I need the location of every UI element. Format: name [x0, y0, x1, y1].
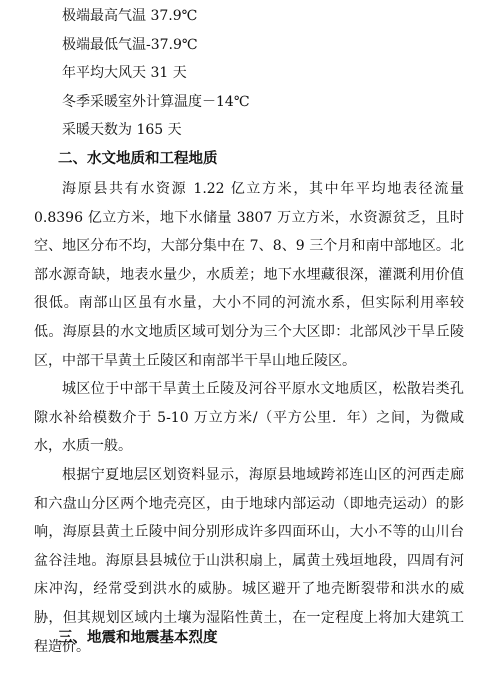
climate-item-heating-days: 采暖天数为 165 天	[62, 122, 182, 138]
section-heading-hydrogeology: 二、水文地质和工程地质	[58, 151, 218, 167]
climate-item-min-temp: 极端最低气温-37.9℃	[62, 37, 198, 53]
section-heading-seismic: 三、地震和地震基本烈度	[58, 630, 218, 646]
climate-item-max-temp: 极端最高气温 37.9℃	[62, 8, 198, 24]
climate-item-heating-temp: 冬季采暖室外计算温度－14℃	[62, 94, 250, 110]
paragraph-water-resources: 海原县共有水资源 1.22 亿立方米，其中年平均地表径流量 0.8396 亿立方米，地下水储量 3807 万立方米，水资源贫乏，且时空、地区分布不均，大部分集中在 7、8、9 三个月和南中部地区。北部水源奇缺，地表水量少，水质差；地下水埋藏很深，灌溉利用价值很低。南部山区虽有水量，大小不同的河流水系，但实际利用率较低。海原县的水文地质区域可划分为三个大区即：北部风沙干旱丘陵区，中部干旱黄土丘陵区和南部半干旱山地丘陵区。	[34, 181, 464, 369]
climate-item-windy-days: 年平均大风天 31 天	[62, 65, 187, 81]
paragraph-urban-hydrogeology: 城区位于中部干旱黄土丘陵及河谷平原水文地质区，松散岩类孔隙水补给模数介于 5-10 万立方米/（平方公里．年）之间，为微咸水，水质一般。	[34, 381, 464, 455]
paragraph-geology: 根据宁夏地层区划资料显示，海原县地域跨祁连山区的河西走廊和六盘山分区两个地壳亮区，由于地球内部运动（即地壳运动）的影响，海原县黄土丘陵中间分别形成许多四面环山，大小不等的山川台盆谷洼地。海原县县城位于山洪积扇上，属黄土残垣地段，四周有河床冲沟，经常受到洪水的威胁。城区避开了地壳断裂带和洪水的威胁，但其规划区域内土壤为湿陷性黄土，在一定程度上将加大建筑工程造价。	[34, 467, 464, 655]
